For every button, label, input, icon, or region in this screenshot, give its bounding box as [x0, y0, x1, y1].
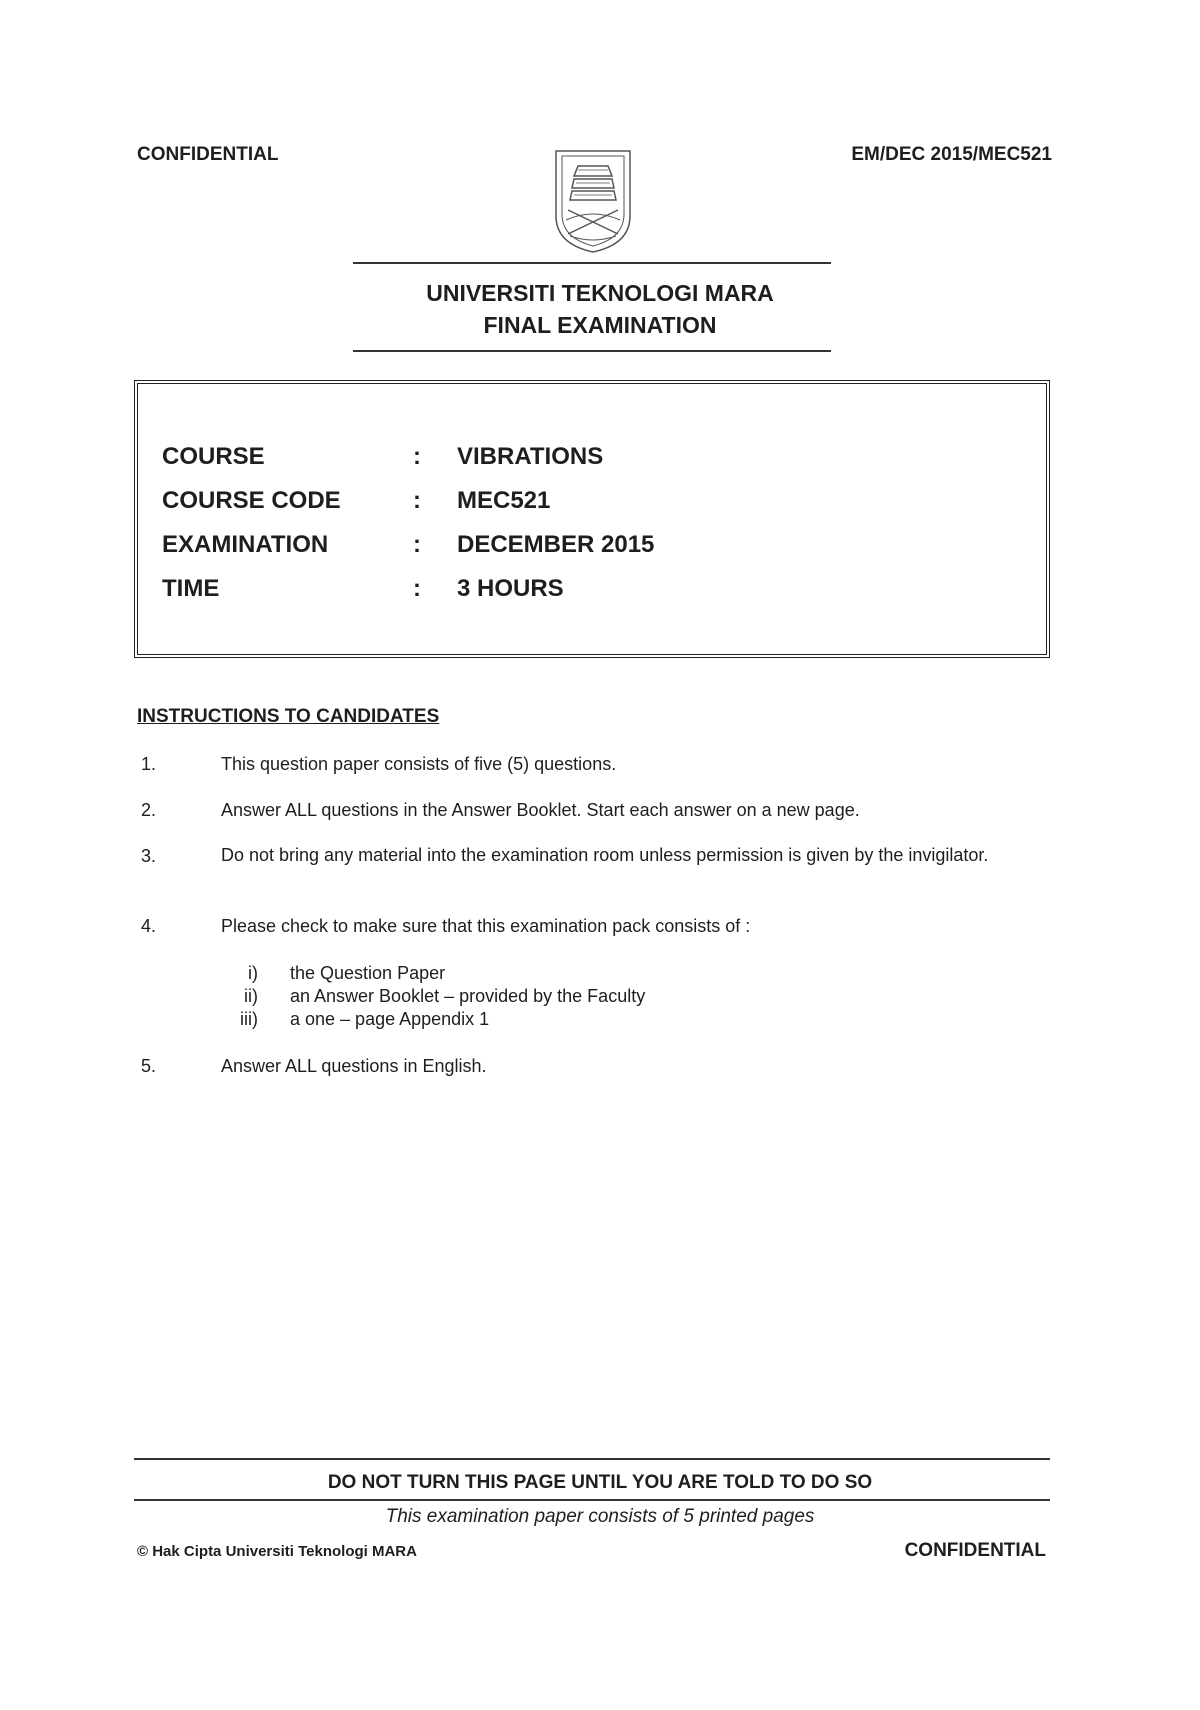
footer-top-rule [134, 1458, 1050, 1460]
sub-item-text: an Answer Booklet – provided by the Faculty [290, 986, 646, 1006]
header-confidential: CONFIDENTIAL [137, 144, 279, 165]
university-crest-icon [548, 146, 638, 256]
exam-type: FINAL EXAMINATION [483, 312, 717, 338]
instruction-text: Answer ALL questions in English. [221, 1056, 487, 1076]
instruction-number: 3. [141, 846, 157, 866]
do-not-turn-warning: DO NOT TURN THIS PAGE UNTIL YOU ARE TOLD TO DO SO [327, 1472, 873, 1493]
printed-pages-note: This examination paper consists of 5 printed pages [385, 1506, 815, 1527]
instruction-number: 5. [141, 1056, 157, 1076]
sub-item-number: i) [248, 963, 258, 983]
instruction-text: Answer ALL questions in the Answer Booklet. Start each answer on a new page. [221, 800, 860, 820]
course-code-colon: : [413, 487, 421, 514]
course-code-label: COURSE CODE [162, 487, 341, 514]
instruction-text: This question paper consists of five (5) questions. [221, 754, 617, 774]
title-bottom-rule [353, 350, 831, 352]
copyright-notice: © Hak Cipta Universiti Teknologi MARA [137, 1543, 417, 1560]
course-colon: : [413, 443, 421, 470]
header-exam-code: EM/DEC 2015/MEC521 [851, 144, 1052, 165]
instruction-number: 1. [141, 754, 157, 774]
sub-item-number: iii) [240, 1009, 258, 1029]
time-value: 3 HOURS [457, 575, 564, 602]
course-value: VIBRATIONS [457, 443, 604, 470]
instructions-title: INSTRUCTIONS TO CANDIDATES [137, 706, 440, 727]
course-info-box [134, 380, 1050, 658]
footer-confidential: CONFIDENTIAL [904, 1540, 1046, 1561]
course-label: COURSE [162, 443, 265, 470]
sub-item-number: ii) [244, 986, 258, 1006]
examination-colon: : [413, 531, 421, 558]
title-top-rule [353, 262, 831, 264]
sub-item-text: a one – page Appendix 1 [290, 1009, 490, 1029]
footer-bottom-rule [134, 1499, 1050, 1501]
instruction-number: 4. [141, 916, 157, 936]
university-name: UNIVERSITI TEKNOLOGI MARA [426, 280, 774, 306]
instruction-text: Do not bring any material into the examination room unless permission is given by the invigilator. [221, 845, 989, 865]
instruction-text: Please check to make sure that this examination pack consists of : [221, 916, 751, 936]
time-label: TIME [162, 575, 220, 602]
sub-item-text: the Question Paper [290, 963, 446, 983]
instruction-number: 2. [141, 800, 157, 820]
examination-label: EXAMINATION [162, 531, 329, 558]
course-code-value: MEC521 [457, 487, 551, 514]
examination-value: DECEMBER 2015 [457, 531, 655, 558]
time-colon: : [413, 575, 421, 602]
